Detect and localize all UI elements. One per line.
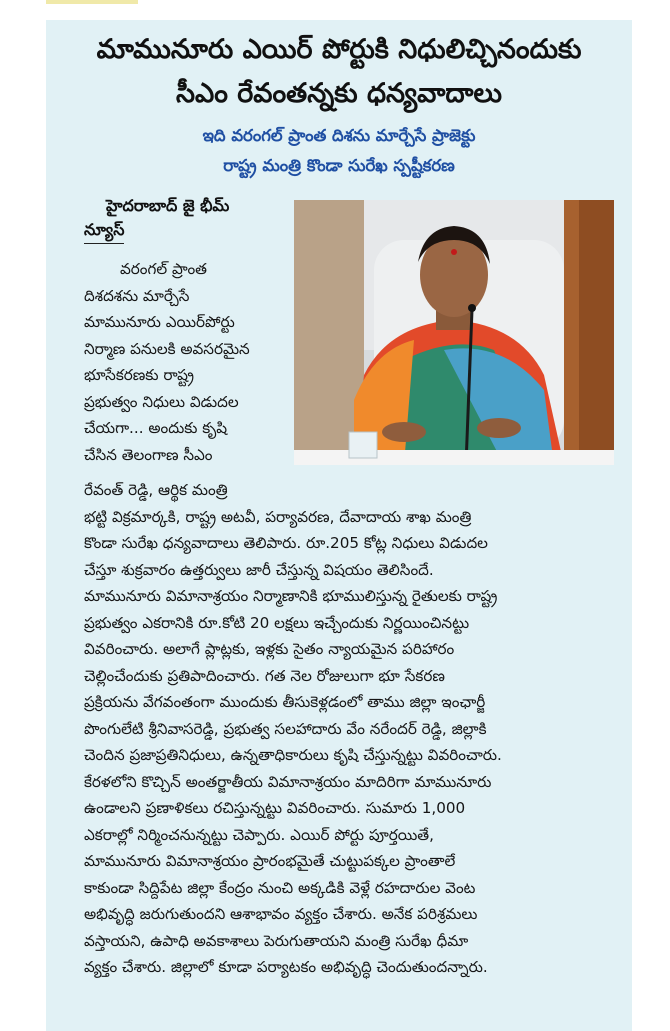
body-line: చేయగా... అందుకు కృషి xyxy=(84,419,228,437)
dateline-source: న్యూస్ xyxy=(84,218,124,244)
body-line: అభివృద్ధి జరుగుతుందని ఆశాభావం వ్యక్తం చేశారు. అనేక పరిశ్రమలు xyxy=(84,905,478,923)
body-line: ఉండాలని ప్రణాళికలు రచిస్తున్నట్టు వివరించారు. సుమారు 1,000 xyxy=(84,799,466,817)
body-line: చేస్తూ శుక్రవారం ఉత్తర్వులు జారీ చేస్తున్న విషయం తెలిసిందే. xyxy=(84,560,434,579)
body-line: కొండా సురేఖ ధన్యవాదాలు తెలిపారు. రూ.205 కోట్ల నిధులు విడుదల xyxy=(84,534,488,552)
minister-photo xyxy=(294,200,614,465)
headline-line-1: మామునూరు ఎయిర్ పోర్టుకి నిధులిచ్చినందుకు xyxy=(96,34,582,65)
previous-clipping-edge xyxy=(46,0,138,4)
body-line: కాకుండా సిద్దిపేట జిల్లా కేంద్రం నుంచి అక్కడికి వెళ్లే రహదారుల వెంట xyxy=(84,878,476,897)
body-line: మామునూరు ఎయిర్‌పోర్టు xyxy=(84,313,235,331)
body-line: వస్తాయని, ఉపాధి అవకాశాలు పెరుగుతాయని మంత్రి సురేఖ ధీమా xyxy=(84,931,469,950)
article-body-narrow-column xyxy=(84,256,250,468)
body-line: ఎకరాల్లో నిర్మించనున్నట్టు చెప్పారు. ఎయిర్ పోర్టు పూర్తయితే, xyxy=(84,825,434,844)
article-body-full-width xyxy=(84,477,502,981)
body-line: భూసేకరణకు రాష్ట్ర xyxy=(84,366,195,384)
body-line: రేవంత్ రెడ్డి, ఆర్థిక మంత్రి xyxy=(84,481,228,499)
body-line: మామునూరు విమానాశ్రయం నిర్మాణానికి భూములిస్తున్న రైతులకు రాష్ట్ర xyxy=(84,587,498,605)
body-line: వివరించారు. అలాగే ప్లాట్లకు, ఇళ్లకు సైతం న్యాయమైన పరిహారం xyxy=(84,640,455,658)
body-line: ప్రక్రియను వేగవంతంగా ముందుకు తీసుకెళ్లడంలో తాము జిల్లా ఇంఛార్జీ xyxy=(84,693,486,711)
body-line: పొంగులేటి శ్రీనివాసరెడ్డి, ప్రభుత్వ సలహాదారు వేం నరేందర్ రెడ్డి, జిల్లాకి xyxy=(84,719,487,738)
body-line: వరంగల్ ప్రాంత xyxy=(120,260,207,278)
body-line: చేసిన తెలంగాణ సీఎం xyxy=(84,445,213,464)
dateline xyxy=(84,194,294,244)
body-line: నిర్మాణ పనులకి అవసరమైన xyxy=(84,339,250,358)
news-clipping xyxy=(46,20,632,1031)
subheadline-line-2: రాష్ట్ర మంత్రి కొండా సురేఖ స్పష్టీకరణ xyxy=(223,156,455,175)
dateline-city: హైదరాబాద్ జై భీమ్ xyxy=(106,196,230,215)
body-line: ప్రభుత్వం ఎకరానికి రూ.కోటి 20 లక్షలు ఇచ్చేందుకు నిర్ణయించినట్టు xyxy=(84,613,470,632)
headline-line-2: సీఎం రేవంతన్నకు ధన్యవాదాలు xyxy=(176,78,502,109)
body-line: చెందిన ప్రజాప్రతినిధులు, ఉన్నతాధికారులు కృషి చేస్తున్నట్టు వివరించారు. xyxy=(84,746,502,764)
body-line: వ్యక్తం చేశారు. జిల్లాలో కూడా పర్యాటకం అభివృద్ధి చెందుతుందన్నారు. xyxy=(84,958,488,976)
body-line: మామునూరు విమానాశ్రయం ప్రారంభమైతే చుట్టుపక్కల ప్రాంతాలే xyxy=(84,852,456,870)
body-line: కేరళలోని కొచ్చిన్ అంతర్జాతీయ విమానాశ్రయం మాదిరిగా మామునూరు xyxy=(84,772,492,791)
body-line: దిశదశను మార్చేసే xyxy=(84,286,190,305)
body-line: భట్టి విక్రమార్కకి, రాష్ట్ర అటవీ, పర్యావరణ, దేవాదాయ శాఖ మంత్రి xyxy=(84,507,472,526)
body-line: ప్రభుత్వం నిధులు విడుదల xyxy=(84,392,239,411)
subheadline-line-1: ఇది వరంగల్ ప్రాంత దిశను మార్చేసే ప్రాజెక్టు xyxy=(202,126,476,145)
body-line: చెల్లించేందుకు ప్రతిపాదించారు. గత నెల రోజులుగా భూ సేకరణ xyxy=(84,666,445,685)
